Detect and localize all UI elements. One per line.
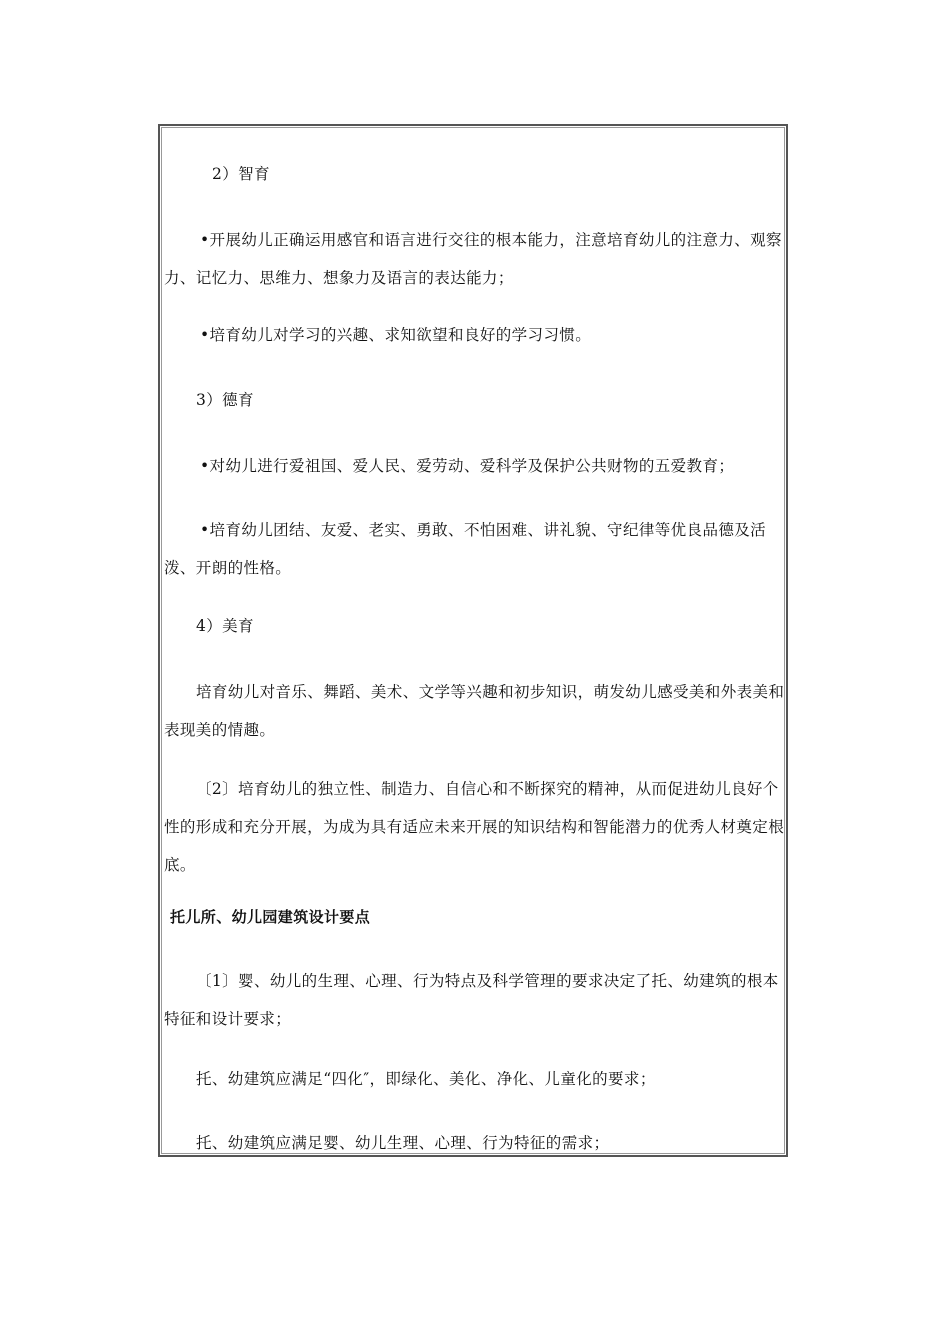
subsection-title-intellectual: 2）智育 bbox=[212, 165, 270, 183]
paragraph-design-four-modernizations: 托、幼建筑应满足“四化″，即绿化、美化、净化、儿童化的要求； bbox=[196, 1070, 656, 1088]
paragraph-moral-item-2: •培育幼儿团结、友爱、老实、勇敢、不怕困难、讲礼貌、守纪律等优良品德及活泼、开朗的性格。 bbox=[164, 521, 767, 577]
paragraph-moral-item-1: •对幼儿进行爱祖国、爱人民、爱劳动、爱科学及保护公共财物的五爱教育； bbox=[200, 457, 735, 475]
paragraph-design-point-1: 〔1〕婴、幼儿的生理、心理、行为特点及科学管理的要求决定了托、幼建筑的根本特征和设计要求； bbox=[164, 972, 779, 1028]
paragraph-design-needs: 托、幼建筑应满足婴、幼儿生理、心理、行为特征的需求； bbox=[196, 1134, 610, 1152]
subsection-title-moral: 3）德育 bbox=[196, 391, 254, 409]
paragraph-aesthetic: 培育幼儿对音乐、舞蹈、美术、文学等兴趣和初步知识，萌发幼儿感受美和外表美和表现美的情趣。 bbox=[164, 683, 785, 739]
paragraph-intellectual-item-2: •培育幼儿对学习的兴趣、求知欲望和良好的学习习惯。 bbox=[200, 326, 592, 344]
subsection-title-aesthetic: 4）美育 bbox=[196, 617, 254, 635]
paragraph-intellectual-item-1: •开展幼儿正确运用感官和语言进行交往的根本能力，注意培育幼儿的注意力、观察力、记忆力、思维力、想象力及语言的表达能力； bbox=[164, 231, 782, 287]
paragraph-point-2: 〔2〕培育幼儿的独立性、制造力、自信心和不断探究的精神，从而促进幼儿良好个性的形成和充分开展，为成为具有适应未来开展的知识结构和智能潜力的优秀人材奠定根底。 bbox=[164, 780, 785, 874]
section-heading: 托儿所、幼儿园建筑设计要点 bbox=[170, 908, 371, 926]
